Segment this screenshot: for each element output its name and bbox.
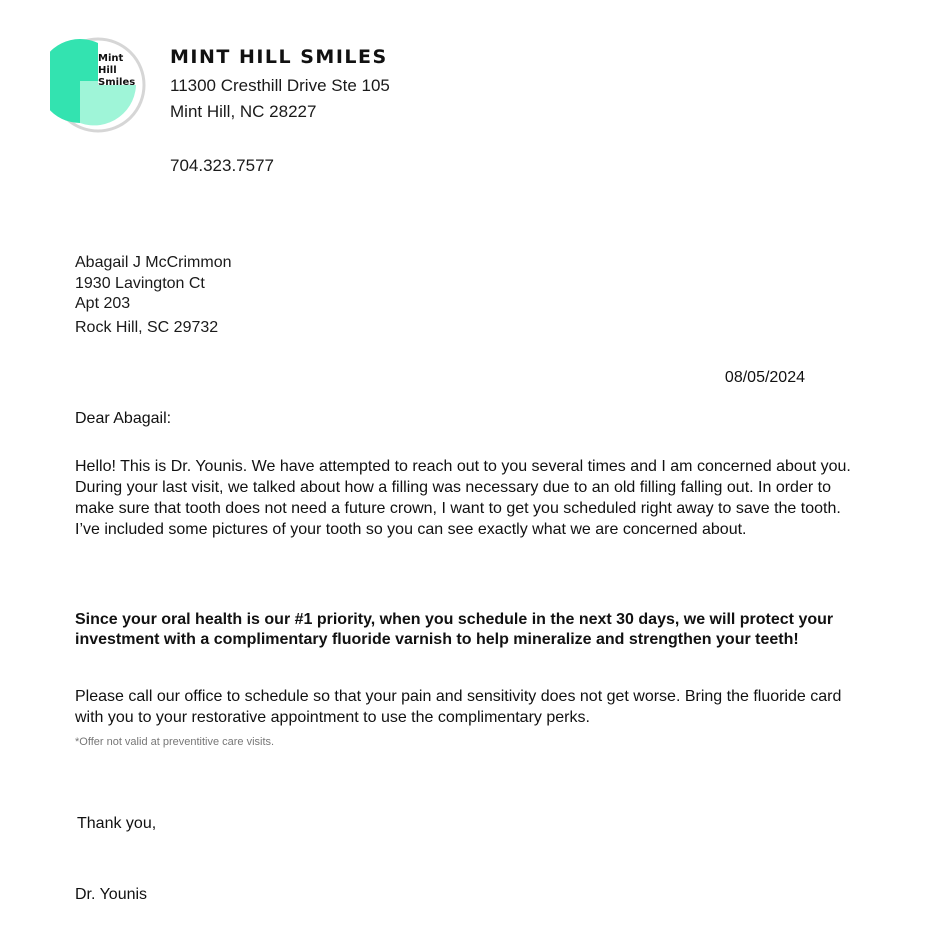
practice-address-line2: Mint Hill, NC 28227	[170, 102, 317, 121]
offer-disclaimer: *Offer not valid at preventitive care visits.	[75, 736, 275, 748]
logo-line-mint: Mint	[98, 53, 124, 64]
letter-date: 08/05/2024	[724, 369, 805, 386]
recipient-name: Abagail J McCrimmon	[75, 254, 232, 271]
practice-name: MINT HILL SMILES	[170, 46, 388, 68]
letter-signature: Dr. Younis	[75, 886, 148, 903]
logo-line-smiles: Smiles	[98, 77, 136, 88]
recipient-unit: Apt 203	[75, 295, 131, 312]
call-to-action-paragraph: Please call our office to schedule so that your pain and sensitivity does not get worse. Bring the fluoride card with you to your restorative appointment to use the complimentary perks.	[75, 688, 842, 726]
logo-line-hill: Hill	[98, 65, 117, 76]
letter-body-paragraph: Hello! This is Dr. Younis. We have attempted to reach out to you several times and I am concerned about you. During your last visit, we talked about how a filling was necessary due to an old filling falling out. In order to make sure that tooth does not need a future crown, I want to get you scheduled right away to save the tooth. I’ve included some pictures of your tooth so you can see exactly what we are concerned about.	[75, 458, 851, 538]
practice-phone: 704.323.7577	[170, 156, 274, 175]
practice-address-line1: 11300 Cresthill Drive Ste 105	[170, 76, 390, 95]
practice-logo	[50, 37, 146, 133]
letter-greeting: Dear Abagail:	[75, 410, 172, 427]
recipient-city-state-zip: Rock Hill, SC 29732	[75, 319, 219, 336]
letter-closing: Thank you,	[77, 815, 157, 832]
logo-wordmark	[98, 53, 135, 89]
recipient-street: 1930 Lavington Ct	[75, 275, 205, 292]
promo-offer-paragraph: Since your oral health is our #1 priority, when you schedule in the next 30 days, we will protect your investment with a complimentary fluoride varnish to help mineralize and strengthen your teeth!	[75, 611, 834, 648]
